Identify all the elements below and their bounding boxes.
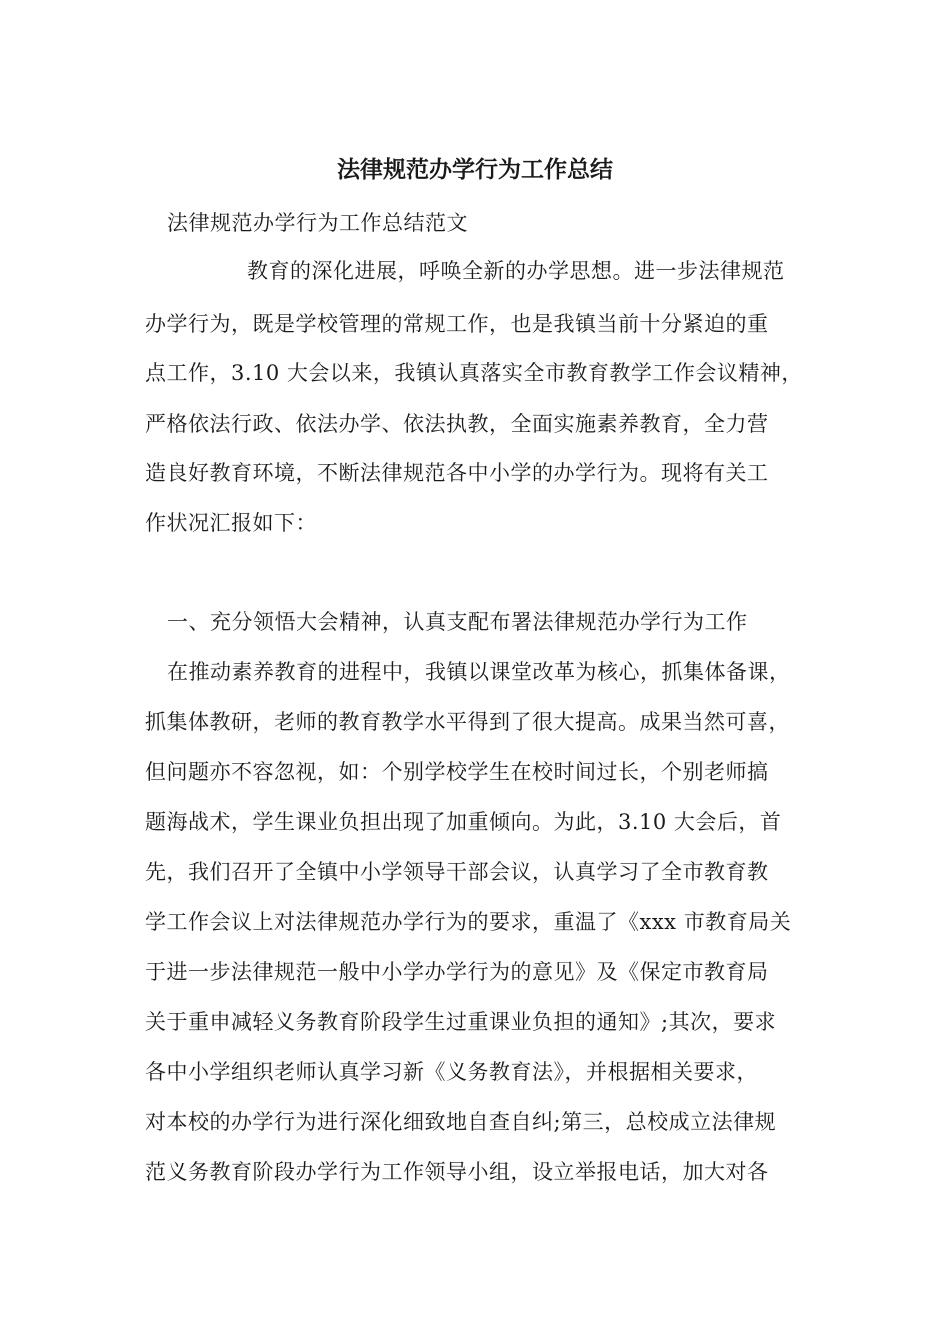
paragraph-line: 学工作会议上对法律规范办学行为的要求，重温了《xxx 市教育局关	[145, 910, 792, 934]
document-title: 法律规范办学行为工作总结	[337, 156, 613, 183]
paragraph-line: 但问题亦不容忽视，如：个别学校学生在校时间过长，个别老师搞	[145, 760, 769, 784]
paragraph-line: 题海战术，学生课业负担出现了加重倾向。为此，3.10 大会后，首	[145, 810, 782, 834]
paragraph-line: 在推动素养教育的进程中，我镇以课堂改革为核心，抓集体备课，	[167, 660, 791, 684]
paragraph-line: 办学行为，既是学校管理的常规工作，也是我镇当前十分紧迫的重	[145, 312, 769, 336]
document-subtitle: 法律规范办学行为工作总结范文	[167, 211, 468, 235]
paragraph-line: 点工作，3.10 大会以来，我镇认真落实全市教育教学工作会议精神，	[145, 361, 803, 385]
paragraph-line: 各中小学组织老师认真学习新《义务教育法》，并根据相关要求，	[145, 1060, 758, 1084]
paragraph-line: 造良好教育环境，不断法律规范各中小学的办学行为。现将有关工	[145, 461, 769, 485]
paragraph-line: 对本校的办学行为进行深化细致地自查自纠;第三，总校成立法律规	[145, 1110, 777, 1134]
paragraph-line: 教育的深化进展，呼唤全新的办学思想。进一步法律规范	[247, 259, 785, 283]
paragraph-line: 于进一步法律规范一般中小学办学行为的意见》及《保定市教育局	[145, 960, 769, 984]
paragraph-line: 先，我们召开了全镇中小学领导干部会议，认真学习了全市教育教	[145, 860, 769, 884]
section-heading: 一、充分领悟大会精神，认真支配布署法律规范办学行为工作	[167, 610, 748, 634]
paragraph-line: 严格依法行政、依法办学、依法执教，全面实施素养教育，全力营	[145, 412, 769, 436]
paragraph-line: 关于重申减轻义务教育阶段学生过重课业负担的通知》;其次，要求	[145, 1010, 777, 1034]
paragraph-line: 作状况汇报如下：	[145, 511, 317, 535]
paragraph-line: 抓集体教研，老师的教育教学水平得到了很大提高。成果当然可喜，	[145, 710, 790, 734]
paragraph-line: 范义务教育阶段办学行为工作领导小组，设立举报电话，加大对各	[145, 1160, 769, 1184]
